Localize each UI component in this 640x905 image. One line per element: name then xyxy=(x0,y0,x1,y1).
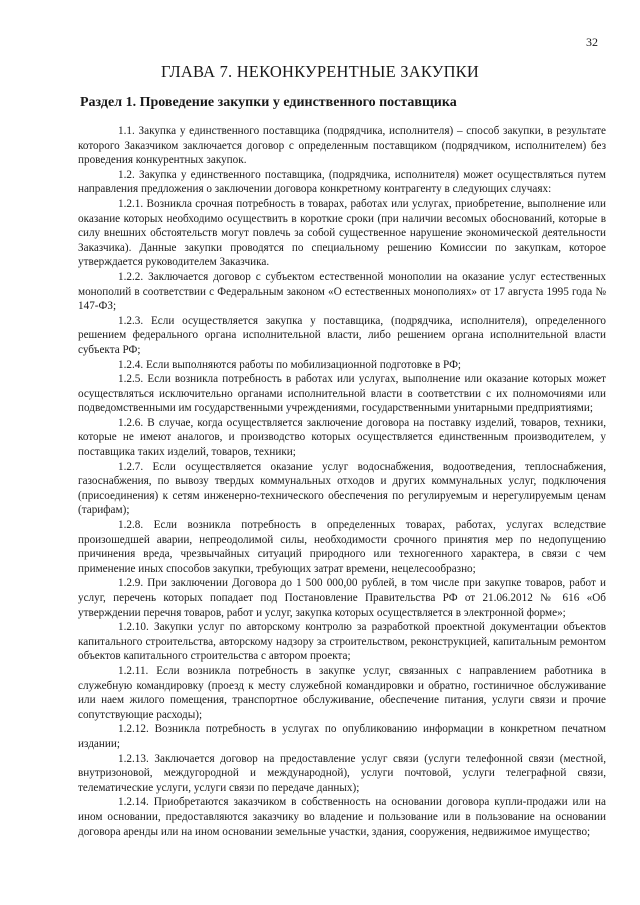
page-number: 32 xyxy=(586,35,598,49)
paragraph-1-1: 1.1. Закупка у единственного поставщика (подрядчика, исполнителя) – способ закупки, в результате которого Заказчиком заключается договор с определенным поставщиком (подрядчиком, исполнителем) без проведения конкурентных закупок. xyxy=(78,125,606,167)
paragraph-1-2-8: 1.2.8. Если возникла потребность в определенных товарах, работах, услугах вследствие произошедшей аварии, непреодолимой силы, необходимости срочного принятия мер по недопущению причинения вреда, чрезвычайных ситуаций природного или техногенного характера, в связи с чем применение иных способов закупки, требующих затрат времени, нецелесообразно; xyxy=(78,519,606,575)
document-body xyxy=(78,124,606,839)
paragraph-1-2-6: 1.2.6. В случае, когда осуществляется заключение договора на поставку изделий, товаров, техники, которые не имеют аналогов, и производство которых осуществляется единственным производителем, у поставщика таких изделий, товаров, техники; xyxy=(78,416,606,459)
paragraph-1-2-12: 1.2.12. Возникла потребность в услугах по опубликованию информации в конкретном печатном издании; xyxy=(78,723,606,750)
section-title: Раздел 1. Проведение закупки у единственного поставщика xyxy=(80,95,457,110)
paragraph-1-2-9: 1.2.9. При заключении Договора до 1 500 000,00 рублей, в том числе при закупке товаров, работ и услуг, перечень которых попадает под Постановление Правительства РФ от 21.06.2012 № 616 «Об утверждении перечня товаров, работ и услуг, закупка которых осуществляется в электронной форме»; xyxy=(78,577,606,619)
paragraph-1-2-13: 1.2.13. Заключается договор на предоставление услуг связи (услуги телефонной связи (местной, внутризоновой, междугородной и международной), услуги почтовой, услуги телеграфной связи, телематические услуги, услуги связи по передаче данных); xyxy=(78,752,606,794)
paragraph-1-2: 1.2. Закупка у единственного поставщика, (подрядчика, исполнителя) может осуществляться путем направления предложения о заключении договора конкретному контрагенту в следующих случаях: xyxy=(78,168,606,196)
paragraph-1-2-3: 1.2.3. Если осуществляется закупка у поставщика, (подрядчика, исполнителя), определенного решением федерального органа исполнительной власти, либо решением органа исполнительной власти субъекта РФ; xyxy=(78,314,606,356)
paragraph-1-2-2: 1.2.2. Заключается договор с субъектом естественной монополии на оказание услуг естественных монополий в соответствии с Федеральным законом «О естественных монополиях» от 17 августа 1995 года № 147-ФЗ; xyxy=(78,270,606,313)
paragraph-1-2-1: 1.2.1. Возникла срочная потребность в товарах, работах или услугах, приобретение, выполнение или оказание которых необходимо осуществить в короткие сроки (при наличии весомых обоснований, которые в силу внешних обстоятельств могут повлечь за собой существенное нарушение экономической деятельности Заказчика). Данные закупки проводятся по специальному решению Комиссии по закупкам, которое утверждается руководителем Заказчика. xyxy=(78,197,606,269)
paragraph-1-2-4: 1.2.4. Если выполняются работы по мобилизационной подготовке в РФ; xyxy=(118,358,462,371)
paragraph-1-2-5: 1.2.5. Если возникла потребность в работах или услугах, выполнение или оказание которых может осуществляться исключительно органами исполнительной власти в соответствии с их полномочиями или подведомственными им государственными учреждениями, государственными унитарными предприятиями; xyxy=(78,373,606,415)
paragraph-1-2-10: 1.2.10. Закупки услуг по авторскому контролю за разработкой проектной документации объектов капитального строительства, авторскому надзору за строительством, реконструкцией, капитальным ремонтом объектов капитального строительства с автором проекта; xyxy=(78,621,606,663)
paragraph-1-2-7: 1.2.7. Если осуществляется оказание услуг водоснабжения, водоотведения, теплоснабжения, газоснабжения, по вывозу твердых коммунальных отходов и других коммунальных услуг, подключения (присоединения) к сетям инженерно-технического обеспечения по регулируемым и нерегулируемым ценам (тарифам); xyxy=(78,460,606,517)
paragraph-1-2-11: 1.2.11. Если возникла потребность в закупке услуг, связанных с направлением работника в служебную командировку (проезд к месту служебной командировки и обратно, гостиничное обслуживание или наем жилого помещения, транспортное обслуживание, обеспечение питания, услуги связи и прочие сопутствующие расходы); xyxy=(78,664,606,721)
paragraph-1-2-14: 1.2.14. Приобретаются заказчиком в собственность на основании договора купли-продажи или на ином основании, предоставляются заказчику во владение и пользование или в пользование на основании договора аренды или на ином основании земельные участки, здания, сооружения, недвижимое имущество; xyxy=(78,796,606,838)
chapter-title: ГЛАВА 7. НЕКОНКУРЕНТНЫЕ ЗАКУПКИ xyxy=(160,62,480,81)
